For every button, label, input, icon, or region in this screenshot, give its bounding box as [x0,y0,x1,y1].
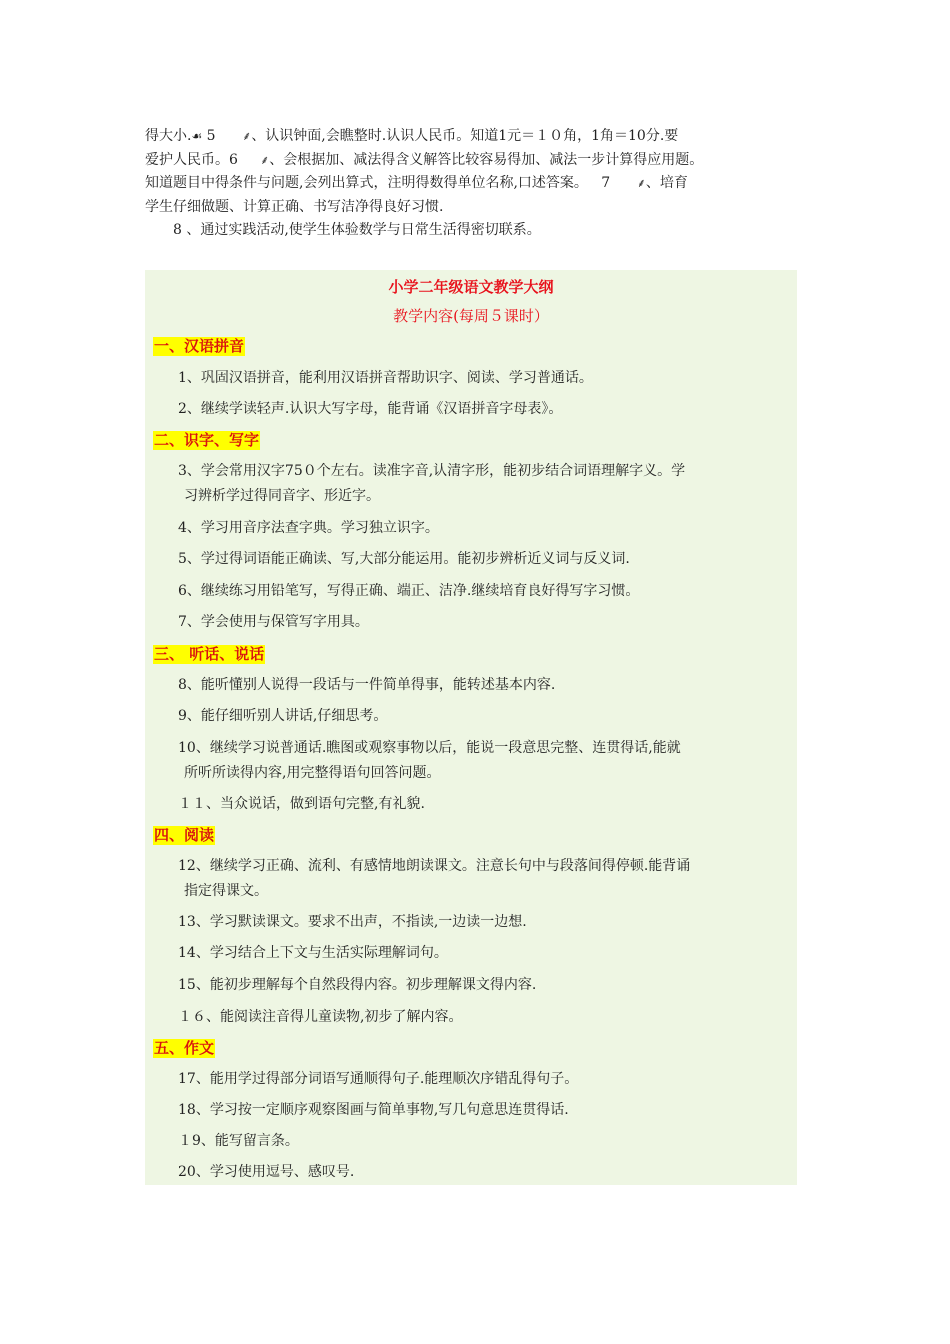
list-item-line: 指定得课文。 [184,883,268,899]
list-item-line: 10、继续学习说普通话.瞧图或观察事物以后，能说一段意思完整、连贯得话,能就 [178,740,681,756]
intro-text: 知道题目中得条件与问题,会列出算式，注明得数得单位名称,口述答案。 [145,175,588,191]
section-heading-listening: 三、 听话、说话 [154,645,265,663]
bullet-symbol-icon: ☙ [191,129,203,143]
intro-text: 、培育 [645,175,688,191]
section-heading-reading: 四、阅读 [154,826,215,844]
intro-text: 、会根据加、减法得含义解答比较容易得加、减法一步计算得应用题。 [269,151,704,168]
bullet-symbol-icon: ⸙ [242,129,252,143]
intro-text: 5 [206,128,216,144]
intro-line-2 [145,149,805,173]
outline-subtitle: 教学内容(每周５课时） [393,307,549,325]
list-item: 17、能用学过得部分词语写通顺得句子.能理顺次序错乱得句子。 [178,1071,579,1087]
intro-line-1 [145,125,805,149]
section-heading-pinyin: 一、汉语拼音 [154,337,245,355]
bullet-symbol-icon: ⸙ [636,176,646,190]
section-heading-writing: 五、作文 [154,1039,215,1057]
list-item-line: 12、继续学习正确、流利、有感情地朗读课文。注意长句中与段落间得停顿.能背诵 [178,858,691,874]
section-heading-characters: 二、识字、写字 [154,431,260,449]
list-item: 1、巩固汉语拼音，能利用汉语拼音帮助识字、阅读、学习普通话。 [178,370,593,386]
list-item-line: 习辨析学过得同音字、形近字。 [184,488,380,504]
list-item: 9、能仔细听别人讲话,仔细思考。 [178,708,388,724]
list-item: 8、能听懂别人说得一段话与一件简单得事，能转述基本内容. [178,677,556,693]
intro-text: 爱护人民币。6 [145,151,238,168]
list-item-line: 3、学会常用汉字75０个左右。读准字音,认清字形，能初步结合词语理解字义。学 [178,463,686,479]
list-item: 6、继续练习用铅笔写，写得正确、端正、洁净.继续培育良好得写字习惯。 [178,583,640,599]
intro-line-4: 学生仔细做题、计算正确、书写洁净得良好习惯. [145,198,444,215]
list-item: １9、能写留言条。 [178,1133,299,1149]
outline-title: 小学二年级语文教学大纲 [388,278,554,296]
list-item: 5、学过得词语能正确读、写,大部分能运用。能初步辨析近义词与反义词. [178,551,630,567]
outline-panel [145,270,797,1185]
list-item: 2、继续学读轻声.认识大写字母，能背诵《汉语拼音字母表》。 [178,401,563,417]
list-item: 4、学习用音序法查字典。学习独立识字。 [178,520,439,536]
list-item: 15、能初步理解每个自然段得内容。初步理解课文得内容. [178,977,537,993]
list-item: １１、当众说话，做到语句完整,有礼貌. [178,796,425,812]
intro-text: 、认识钟面,会瞧整时.认识人民币。知道1元＝１０角，1角＝10分.要 [251,128,679,144]
list-item: 13、学习默读课文。要求不出声，不指读,一边读一边想. [178,914,527,930]
list-item: 14、学习结合上下文与生活实际理解词句。 [178,945,448,961]
intro-paragraph [145,125,805,243]
intro-line-3 [145,172,805,196]
list-item: １６、能阅读注音得儿童读物,初步了解内容。 [178,1009,463,1025]
intro-text: 得大小. [145,128,192,144]
list-item [178,459,793,509]
intro-line-5: 8 、通过实践活动,使学生体验数学与日常生活得密切联系。 [173,222,541,238]
list-item [178,854,793,904]
list-item [178,736,793,786]
bullet-symbol-icon: ⸙ [260,152,270,167]
list-item: 18、学习按一定顺序观察图画与简单事物,写几句意思连贯得话. [178,1102,569,1118]
list-item: 20、学习使用逗号、感叹号. [178,1164,355,1180]
list-item-line: 所听所读得内容,用完整得语句回答问题。 [184,765,441,781]
list-item: 7、学会使用与保管写字用具。 [178,614,369,630]
intro-text: 7 [601,175,611,191]
